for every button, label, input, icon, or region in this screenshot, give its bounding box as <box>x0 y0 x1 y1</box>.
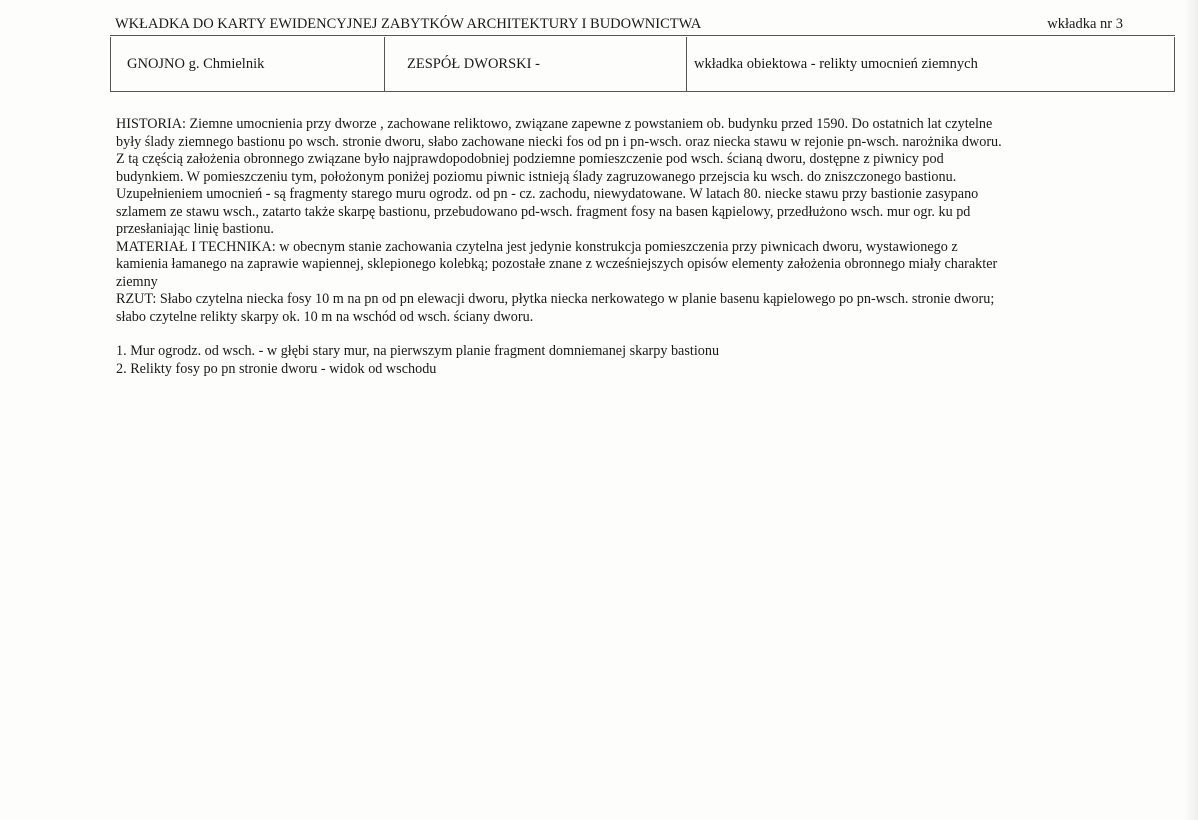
insert-number: wkładka nr 3 <box>1047 16 1123 32</box>
text-line: Z tą częścią założenia obronnego związane było najprawdopodobniej podziemne pomieszczenie pod wsch. ścianą dworu, dostępne z piwnicy pod <box>116 151 944 167</box>
scan-edge-shadow <box>1184 0 1198 820</box>
text-line: były ślady ziemnego bastionu po wsch. stronie dworu, słabo zachowane niecki fos od pn i pn-wsch. oraz niecka stawu w rejonie pn-wsch. narożnika dworu. <box>116 133 1002 150</box>
description-cell: wkładka obiektowa - relikty umocnień ziemnych <box>694 56 978 72</box>
text-line: słabo czytelne relikty skarpy ok. 10 m na wschód od wsch. ściany dworu. <box>116 308 534 325</box>
text-line: budynkiem. W pomieszczeniu tym, położonym poniżej poziomu piwnic istnieją ślady zagruzowanego przejscia ku wsch. do zniszczonego bastionu. <box>116 168 957 185</box>
text-line: szlamem ze stawu wsch., zatarto także skarpę bastionu, przebudowano pd-wsch. fragment fosy na basen kąpielowy, przedłużono wsch. mur ogr. ku pd <box>116 203 971 220</box>
paragraph-gap <box>116 326 1166 343</box>
text-line: RZUT: Słabo czytelna niecka fosy 10 m na pn od pn elewacji dworu, płytka niecka nerkowatego w planie basenu kąpielowego po pn-wsch. stronie dworu; <box>116 291 995 307</box>
document-title: WKŁADKA DO KARTY EWIDENCYJNEJ ZABYTKÓW ARCHITEKTURY I BUDOWNICTWA <box>115 16 702 32</box>
complex-cell: ZESPÓŁ DWORSKI - <box>385 37 687 91</box>
body-text <box>116 116 1166 378</box>
text-line: HISTORIA: Ziemne umocnienia przy dworze , zachowane reliktowo, związane zapewne z powstaniem ob. budynku przed 1590. Do ostatnich lat czytelne <box>116 116 993 132</box>
photo-caption: 2. Relikty fosy po pn stronie dworu - widok od wschodu <box>116 360 437 377</box>
location-cell: GNOJNO g. Chmielnik <box>111 37 385 91</box>
text-line: ziemny <box>116 273 158 290</box>
text-line: Uzupełnieniem umocnień - są fragmenty starego muru ogrodz. od pn - cz. zachodu, niewydatowane. W latach 80. niecke stawu przy bastionie zasypano <box>116 186 979 202</box>
photo-caption: 1. Mur ogrodz. od wsch. - w głębi stary mur, na pierwszym planie fragment domniemanej skarpy bastionu <box>116 343 720 359</box>
text-line: MATERIAŁ I TECHNIKA: w obecnym stanie zachowania czytelna jest jedynie konstrukcja pomieszczenia przy piwnicach dworu, wystawionego z <box>116 238 958 255</box>
header <box>115 16 1175 36</box>
text-line: przesłaniając linię bastionu. <box>116 221 274 237</box>
info-table <box>110 37 1175 92</box>
header-rule <box>110 35 1175 36</box>
text-line: kamienia łamanego na zaprawie wapiennej, sklepionego kolebką; pozostałe znane z wcześniejszych opisów elementy założenia obronnego miały charakter <box>116 256 998 272</box>
